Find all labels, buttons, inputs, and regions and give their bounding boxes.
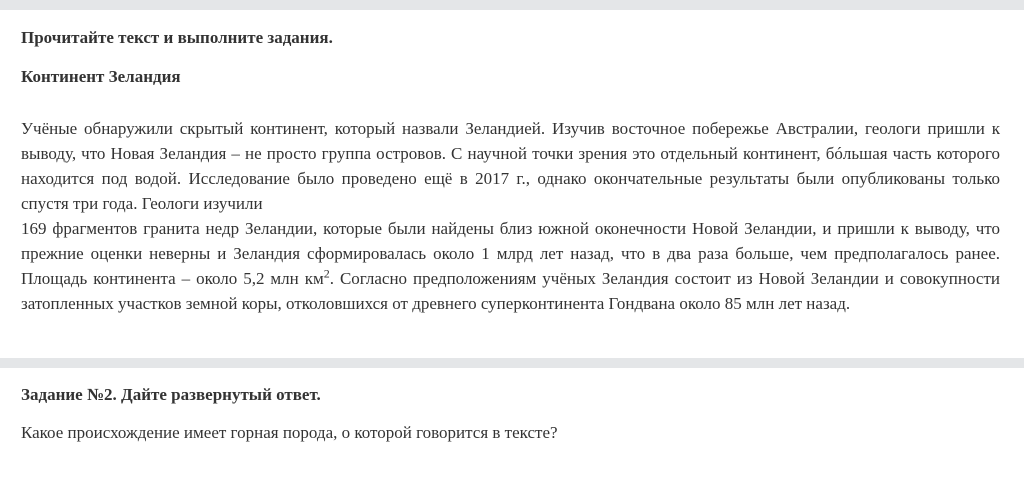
superscript: 2 xyxy=(323,266,330,281)
paragraph-2-part-2: . Согласно предположениям учёных Зеландия состоит из Новой Зеландии и совокупности затопленных участков земной коры, отколовшихся от древнего суперконтинента Гондвана около 85 млн лет назад. xyxy=(21,269,1000,313)
text-title: Континент Зеландия xyxy=(21,67,181,86)
top-divider xyxy=(0,0,1024,10)
task-panel xyxy=(0,368,1024,478)
instruction-text: Прочитайте текст и выполните задания. xyxy=(21,28,333,47)
reading-panel xyxy=(0,10,1024,358)
paragraph-2 xyxy=(21,216,1000,316)
task-title: Задание №2. Дайте развернутый ответ. xyxy=(21,385,321,404)
reading-body xyxy=(21,116,1000,316)
paragraph-2-part-1: 169 фрагментов гранита недр Зеландии, которые были найдены близ южной оконечности Новой Зеландии, и пришли к выводу, что прежние оценки неверны и Зеландия сформировалась около 1 млрд лет назад, что в два раза больше, чем предполагалось ранее. Площадь континента – около 5,2 млн км xyxy=(21,219,1000,288)
section-divider xyxy=(0,358,1024,368)
task-question: Какое происхождение имеет горная порода, о которой говорится в тексте? xyxy=(21,423,558,442)
paragraph-1: Учёные обнаружили скрытый континент, который назвали Зеландией. Изучив восточное побережье Австралии, геологи пришли к выводу, что Новая Зеландия – не просто группа островов. С научной точки зрения это отдельный континент, бóльшая часть которого находится под водой. Исследование было проведено ещё в 2017 г., однако окончательные результаты были опубликованы только спустя три года. Геологи изучили xyxy=(21,119,1000,213)
